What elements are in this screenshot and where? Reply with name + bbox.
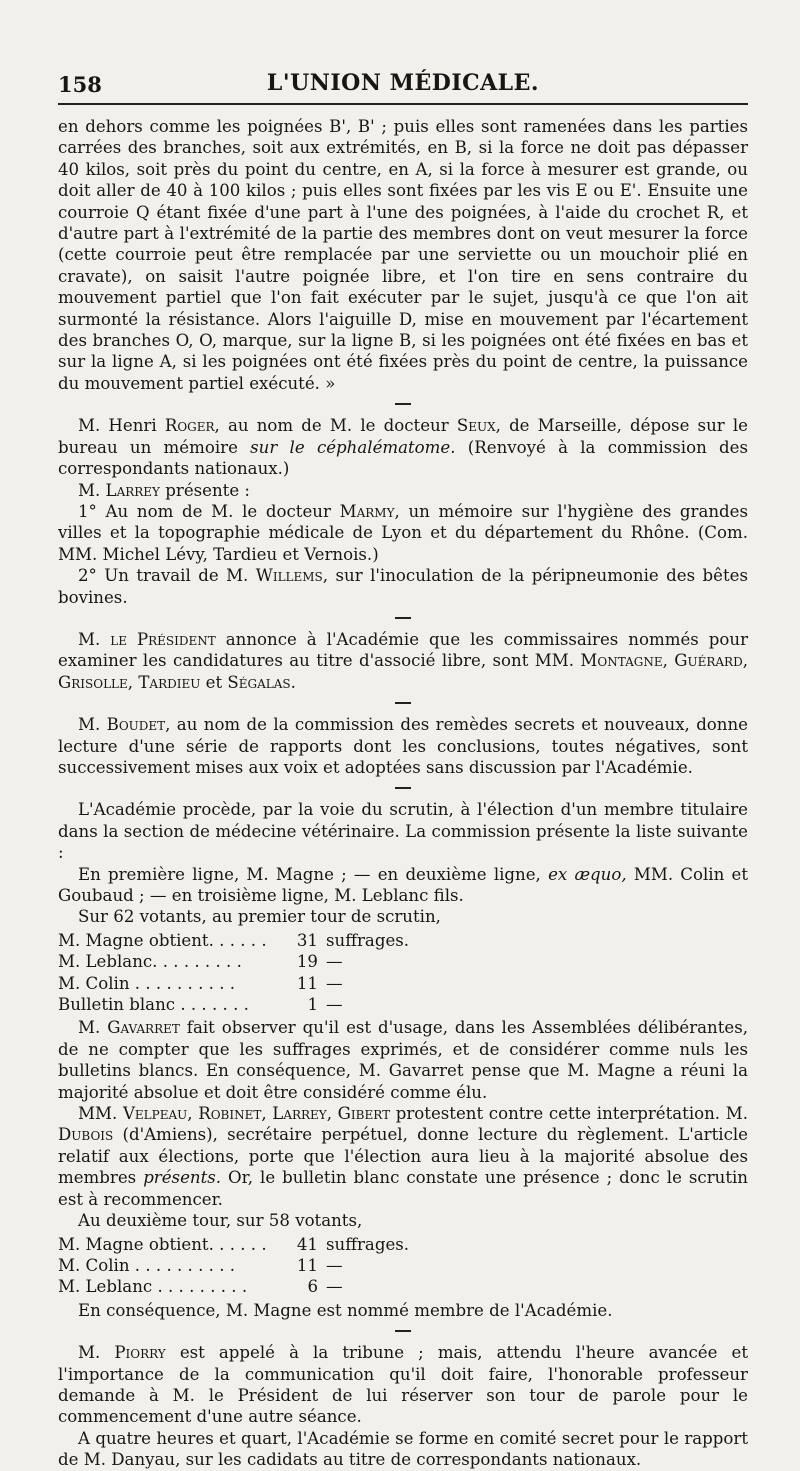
person-name: Willems bbox=[255, 566, 323, 586]
text: En première ligne, M. Magne ; — en deuxième ligne, bbox=[78, 864, 541, 884]
page-number: 158 bbox=[58, 72, 102, 97]
vote-unit: suffrages. bbox=[326, 930, 410, 950]
vote-candidate: M. Leblanc . . . . . . . . . bbox=[58, 1277, 248, 1297]
person-name: Gavarret bbox=[107, 1018, 180, 1038]
emphasis: présents. bbox=[143, 1168, 222, 1188]
text: et bbox=[205, 672, 223, 692]
person-name: Marmy bbox=[339, 501, 395, 521]
vote-count: 11 bbox=[296, 1255, 318, 1275]
text: , au nom de la commission des remèdes secrets et nouveaux, donne lecture d'une série de rapports dont les conclusions, toutes négatives, sont successivement mises aux voix et adoptées sans discussion par l'Académie. bbox=[58, 715, 748, 777]
text: Or, le bulletin blanc constate une présence ; donc le scrutin est à recommencer. bbox=[58, 1168, 748, 1209]
person-name: Boudet bbox=[106, 715, 166, 735]
text: (Renvoyé à la commission des correspondants nationaux.) bbox=[58, 437, 748, 479]
paragraph-candidate-list bbox=[58, 864, 748, 907]
text: , au nom de M. le docteur bbox=[214, 416, 449, 436]
paragraph-votes-intro-2: Au deuxième tour, sur 58 votants, bbox=[78, 1211, 363, 1231]
paragraph-protest bbox=[58, 1103, 748, 1210]
table-row bbox=[58, 1234, 409, 1255]
vote-count: 11 bbox=[296, 973, 318, 993]
vote-count: 6 bbox=[307, 1277, 318, 1297]
separator bbox=[395, 617, 411, 619]
separator bbox=[395, 1330, 411, 1332]
paragraph-item-2 bbox=[58, 565, 748, 608]
separator bbox=[395, 403, 411, 405]
person-name: Piorry bbox=[114, 1343, 166, 1363]
text: présente : bbox=[165, 480, 251, 500]
person-names: Montagne, Guérard, Grisolle, Tardieu bbox=[58, 651, 748, 692]
text: M. bbox=[78, 715, 101, 735]
table-row bbox=[58, 951, 409, 972]
vote-count: 31 bbox=[296, 930, 318, 950]
person-name: Seux bbox=[456, 416, 496, 436]
text: 1° Au nom de M. le docteur bbox=[78, 501, 331, 521]
text: est appelé à la tribune ; mais, attendu l'heure avancée et l'importance de la communication qu'il doit faire, l'honorable professeur demande à M. le Président de lui réserver son tour de parole pour le commencement d'une autre séance. bbox=[58, 1343, 749, 1427]
text: MM. bbox=[78, 1104, 118, 1124]
text: (d'Amiens), secrétaire perpétuel, donne lecture du règlement. L'article relatif aux élections, porte que l'élection aura lieu à la majorité absolue des membres bbox=[58, 1125, 748, 1188]
journal-title: L'UNION MÉDICALE. bbox=[266, 70, 540, 96]
paragraph-roger bbox=[58, 415, 748, 479]
vote-unit: — bbox=[326, 1255, 343, 1275]
vote-candidate: M. Colin . . . . . . . . . . bbox=[58, 1255, 236, 1275]
table-row bbox=[58, 994, 409, 1015]
page-header bbox=[58, 70, 748, 100]
paragraph-dynamometer: en dehors comme les poignées B', B' ; puis elles sont ramenées dans les parties carrées des branches, soit aux extrémités, en B, si la force ne doit pas dépasser 40 kilos, soit près du point du centre, en A, si la force à mesurer est grande, ou doit aller de 40 à 100 kilos ; puis elles sont fixées par les vis E ou E'. Ensuite une courroie Q étant fixée d'une part à l'une des poignées, à l'aide du crochet R, et d'autre part à l'extrémité de la partie des membres dont on veut mesurer la force (cette courroie peut être remplacée par une serviette ou un mouchoir plié en cravate), on saisit l'autre poignée libre, et l'on tire en sens contraire du mouvement partiel que l'on fait exécuter par le sujet, jusqu'à ce que l'on ait surmonté la résistance. Alors l'aiguille D, mise en mouvement par l'écartement des branches O, O, marque, sur la ligne B, si les poignées ont été fixées en bas et sur la ligne A, si les poignées ont été fixées près du point de centre, la puissance du mouvement partiel exécuté. » bbox=[58, 117, 748, 393]
vote-table-first-round bbox=[58, 930, 409, 1016]
article-body bbox=[58, 116, 748, 1471]
table-row bbox=[58, 973, 409, 994]
separator bbox=[395, 702, 411, 704]
person-name: le Président bbox=[110, 629, 216, 649]
paragraph-votes-intro-1: Sur 62 votants, au premier tour de scrutin, bbox=[78, 907, 441, 927]
text: M. bbox=[78, 1343, 101, 1363]
vote-unit: — bbox=[326, 995, 343, 1015]
vote-unit: — bbox=[326, 1277, 343, 1297]
paragraph-result: En conséquence, M. Magne est nommé membre de l'Académie. bbox=[78, 1300, 613, 1320]
vote-candidate: M. Leblanc. . . . . . . . . bbox=[58, 952, 242, 972]
text: M. bbox=[78, 629, 101, 649]
vote-table-second-round bbox=[58, 1234, 409, 1298]
paragraph-closing: A quatre heures et quart, l'Académie se forme en comité secret pour le rapport de M. Danyau, sur les cadidats au titre de correspondants nationaux. bbox=[58, 1428, 748, 1470]
text: M. bbox=[78, 1018, 101, 1038]
text: 2° Un travail de M. bbox=[78, 566, 249, 586]
text: MM. Colin et Goubaud ; — en troisième ligne, M. Leblanc fils. bbox=[58, 864, 748, 905]
person-name: Dubois bbox=[58, 1125, 114, 1145]
vote-candidate: M. Colin . . . . . . . . . . bbox=[58, 973, 236, 993]
paragraph-item-1 bbox=[58, 501, 748, 565]
vote-candidate: Bulletin blanc . . . . . . . bbox=[58, 995, 249, 1015]
vote-candidate: M. Magne obtient. . . . . . bbox=[58, 930, 267, 950]
table-row bbox=[58, 1255, 409, 1276]
vote-candidate: M. Magne obtient. . . . . . bbox=[58, 1234, 267, 1254]
memoir-title: sur le céphalématome. bbox=[250, 437, 456, 457]
vote-count: 19 bbox=[296, 952, 318, 972]
person-name: Roger bbox=[164, 416, 215, 436]
vote-count: 1 bbox=[307, 995, 318, 1015]
table-row bbox=[58, 1276, 409, 1297]
text: , de Marseille, dépose sur le bureau un mémoire bbox=[58, 416, 748, 457]
header-rule bbox=[58, 103, 748, 105]
person-name: Ségalas. bbox=[227, 672, 296, 692]
separator bbox=[395, 787, 411, 789]
latin-phrase: ex æquo, bbox=[548, 864, 627, 884]
text: , un mémoire sur l'hygiène des grandes villes et la topographie médicale de Lyon et du département du Rhône. (Com. MM. Michel Lévy, Tardieu et Vernois.) bbox=[58, 501, 748, 564]
paragraph-boudet bbox=[58, 714, 748, 778]
person-names: Velpeau, Robinet, Larrey, Gibert bbox=[122, 1104, 391, 1124]
table-row bbox=[58, 930, 409, 951]
paragraph-president bbox=[58, 629, 748, 693]
paragraph-election: L'Académie procède, par la voie du scrutin, à l'élection d'un membre titulaire dans la section de médecine vétérinaire. La commission présente la liste suivante : bbox=[58, 800, 748, 863]
text: , sur l'inoculation de la péripneumonie des bêtes bovines. bbox=[58, 566, 748, 607]
text: protestent contre cette interprétation. M. bbox=[395, 1104, 749, 1124]
paragraph-piorry bbox=[58, 1342, 748, 1428]
paragraph-gavarret bbox=[58, 1017, 748, 1103]
vote-unit: — bbox=[326, 973, 343, 993]
vote-unit: suffrages. bbox=[326, 1234, 410, 1254]
vote-count: 41 bbox=[296, 1234, 318, 1254]
text: annonce à l'Académie que les commissaires nommés pour examiner les candidatures au titre d'associé libre, sont MM. bbox=[58, 629, 748, 671]
text: M. bbox=[78, 480, 101, 500]
text: M. Henri bbox=[78, 416, 157, 436]
paragraph-larrey bbox=[58, 480, 748, 501]
vote-unit: — bbox=[326, 952, 343, 972]
person-name: Larrey bbox=[105, 480, 160, 500]
text: fait observer qu'il est d'usage, dans les Assemblées délibérantes, de ne compter que les suffrages exprimés, et de considérer comme nuls les bulletins blancs. En conséquence, M. Gavarret pense que M. Magne a réuni la majorité absolue et doit être considéré comme élu. bbox=[58, 1018, 748, 1102]
